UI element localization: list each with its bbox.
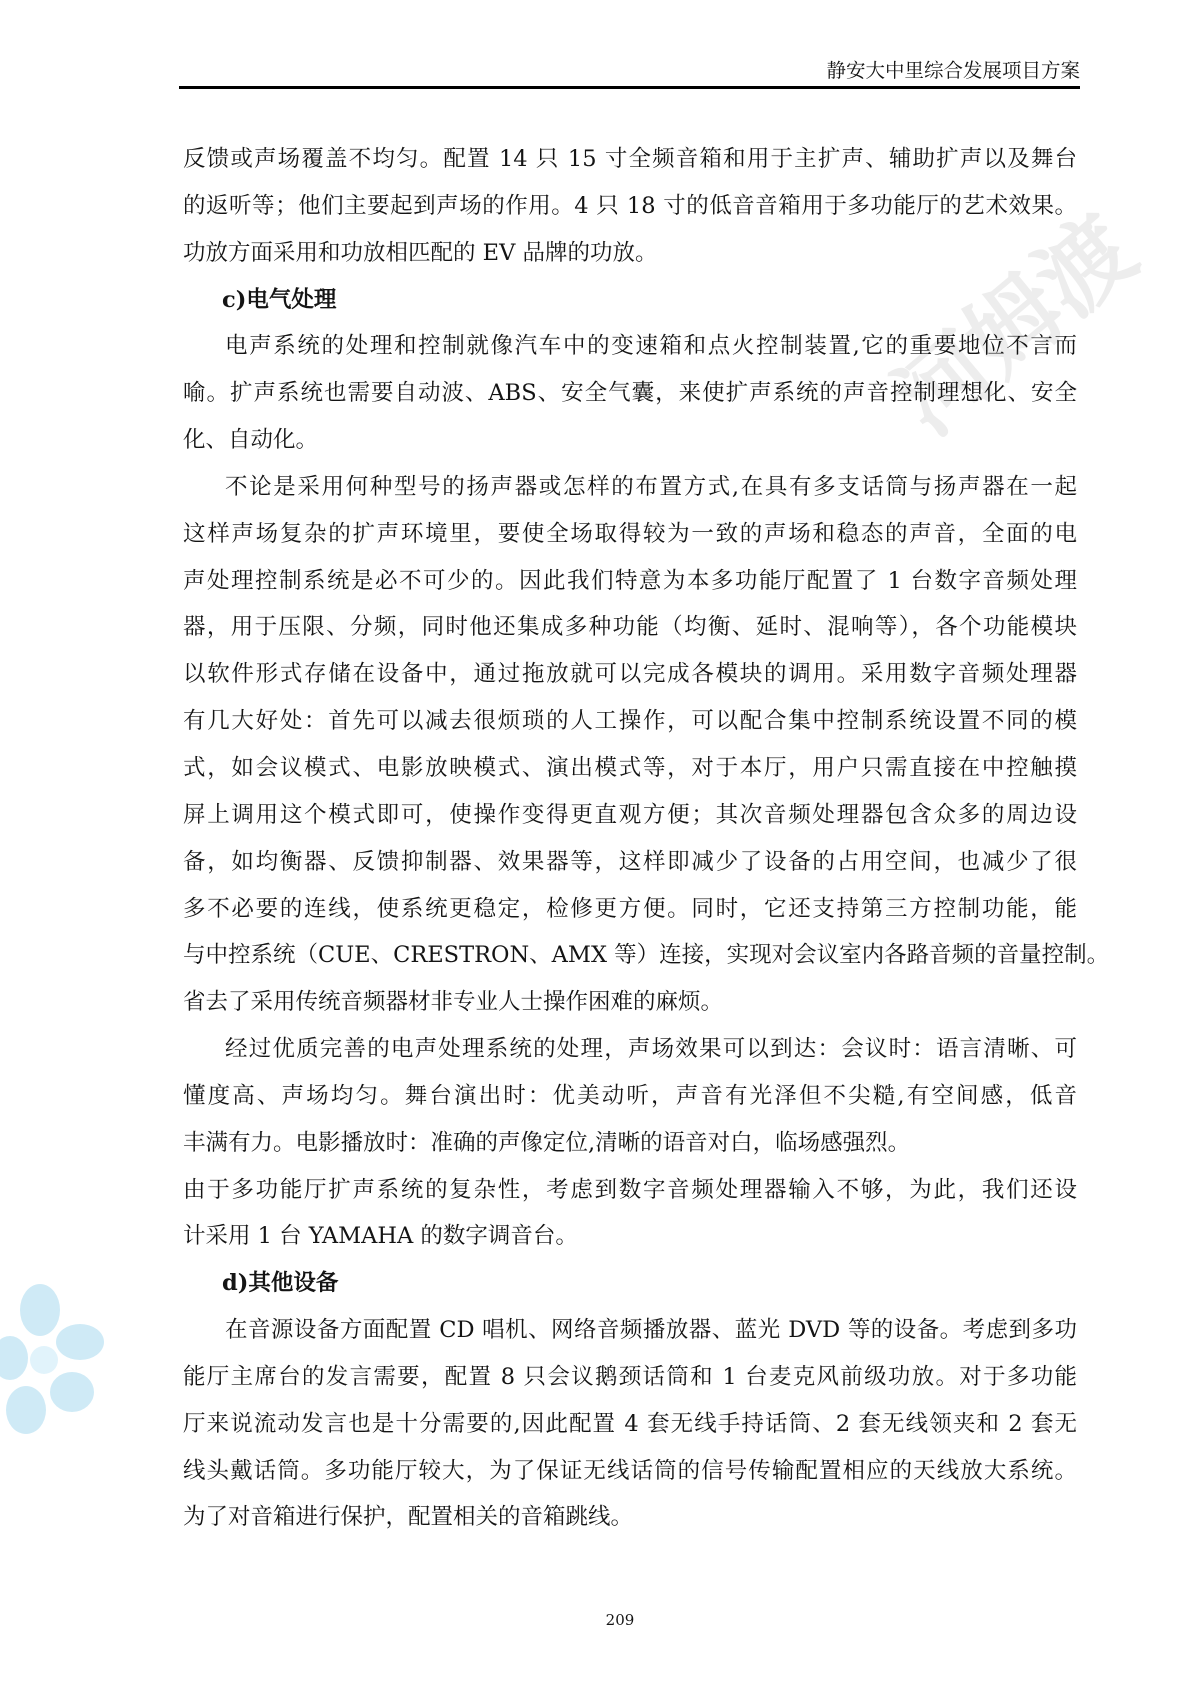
text-line: 功放方面采用和功放相匹配的 EV 品牌的功放。: [183, 239, 658, 266]
flower-logo-icon: [0, 1280, 110, 1440]
section-heading-d: d)其他设备: [222, 1270, 339, 1297]
text-line: 为了对音箱进行保护，配置相关的音箱跳线。: [183, 1504, 634, 1531]
text-line: 声处理控制系统是必不可少的。因此我们特意为本多功能厅配置了 1 台数字音频处理: [183, 567, 1077, 594]
text-line: 化、自动化。: [183, 427, 319, 454]
text-line: 厅来说流动发言也是十分需要的,因此配置 4 套无线手持话筒、2 套无线领夹和 2 套无: [183, 1410, 1077, 1437]
text-line: 不论是采用何种型号的扬声器或怎样的布置方式,在具有多支话筒与扬声器在一起: [225, 473, 1077, 500]
text-line: 式，如会议模式、电影放映模式、演出模式等，对于本厅，用户只需直接在中控触摸: [183, 754, 1077, 781]
text-line: 省去了采用传统音频器材非专业人士操作困难的麻烦。: [183, 989, 724, 1016]
text-line: 懂度高、声场均匀。舞台演出时：优美动听，声音有光泽但不尖糙,有空间感，低音: [183, 1082, 1077, 1109]
body-text: [183, 136, 1110, 1541]
text-line: 丰满有力。电影播放时：准确的声像定位,清晰的语音对白，临场感强烈。: [183, 1129, 911, 1156]
text-line: 屏上调用这个模式即可，使操作变得更直观方便；其次音频处理器包含众多的周边设: [183, 801, 1077, 828]
text-line: 有几大好处：首先可以减去很烦琐的人工操作，可以配合集中控制系统设置不同的模: [183, 708, 1077, 735]
text-line: 的返听等；他们主要起到声场的作用。4 只 18 寸的低音音箱用于多功能厅的艺术效果。: [183, 192, 1077, 219]
text-line: 由于多功能厅扩声系统的复杂性，考虑到数字音频处理器输入不够，为此，我们还设: [183, 1176, 1077, 1203]
text-line: 这样声场复杂的扩声环境里，要使全场取得较为一致的声场和稳态的声音，全面的电: [183, 520, 1077, 547]
text-line: 经过优质完善的电声处理系统的处理，声场效果可以到达：会议时：语言清晰、可: [225, 1036, 1077, 1063]
text-line: 在音源设备方面配置 CD 唱机、网络音频播放器、蓝光 DVD 等的设备。考虑到多功: [225, 1317, 1077, 1344]
text-line: 电声系统的处理和控制就像汽车中的变速箱和点火控制装置,它的重要地位不言而: [225, 333, 1077, 360]
text-line: 多不必要的连线，使系统更稳定，检修更方便。同时，它还支持第三方控制功能，能: [183, 895, 1077, 922]
text-line: 喻。扩声系统也需要自动波、ABS、安全气囊，来使扩声系统的声音控制理想化、安全: [183, 380, 1077, 407]
text-line: 器，用于压限、分频，同时他还集成多种功能（均衡、延时、混响等），各个功能模块: [183, 614, 1077, 641]
running-header-title: 静安大中里综合发展项目方案: [826, 59, 1080, 82]
text-line: 备，如均衡器、反馈抑制器、效果器等，这样即减少了设备的占用空间，也减少了很: [183, 848, 1077, 875]
text-line: 线头戴话筒。多功能厅较大，为了保证无线话筒的信号传输配置相应的天线放大系统。: [183, 1457, 1077, 1484]
text-line: 与中控系统（CUE、CRESTRON、AMX 等）连接，实现对会议室内各路音频的音量控制。: [183, 942, 1110, 969]
text-line: 能厅主席台的发言需要，配置 8 只会议鹅颈话筒和 1 台麦克风前级功放。对于多功能: [183, 1363, 1077, 1390]
section-heading-c: c)电气处理: [222, 286, 337, 313]
text-line: 计采用 1 台 YAMAHA 的数字调音台。: [183, 1223, 578, 1250]
page-number: 209: [605, 1611, 635, 1629]
text-line: 反馈或声场覆盖不均匀。配置 14 只 15 寸全频音箱和用于主扩声、辅助扩声以及舞台: [183, 146, 1077, 172]
watermark-text: 河姆渡: [874, 194, 1156, 456]
header-rule: [179, 86, 1080, 89]
text-line: 以软件形式存储在设备中，通过拖放就可以完成各模块的调用。采用数字音频处理器: [183, 661, 1077, 688]
